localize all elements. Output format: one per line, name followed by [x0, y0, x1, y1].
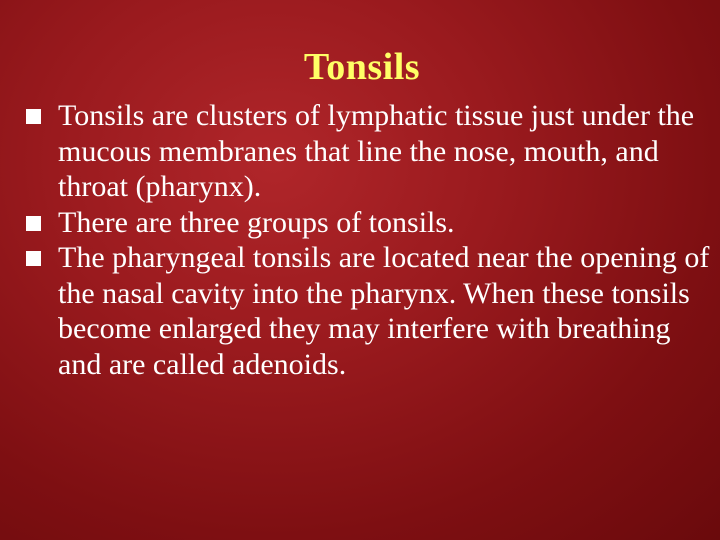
- bullet-item: [24, 98, 714, 205]
- bullet-text: Tonsils are clusters of lymphatic tissue just under the mucous membranes that line the nose, mouth, and throat (pharynx).: [58, 99, 695, 203]
- slide-title: Tonsils: [303, 46, 421, 88]
- bullet-item: [24, 240, 714, 382]
- bullet-text: The pharyngeal tonsils are located near the opening of the nasal cavity into the pharynx. When these tonsils become enlarged they may interfere with breathing and are called adenoids.: [58, 241, 710, 381]
- bullet-list: [24, 98, 714, 382]
- square-bullet-icon: [26, 251, 41, 266]
- bullet-text: There are three groups of tonsils.: [58, 205, 455, 239]
- square-bullet-icon: [26, 109, 41, 124]
- square-bullet-icon: [26, 216, 41, 231]
- bullet-item: [24, 205, 714, 241]
